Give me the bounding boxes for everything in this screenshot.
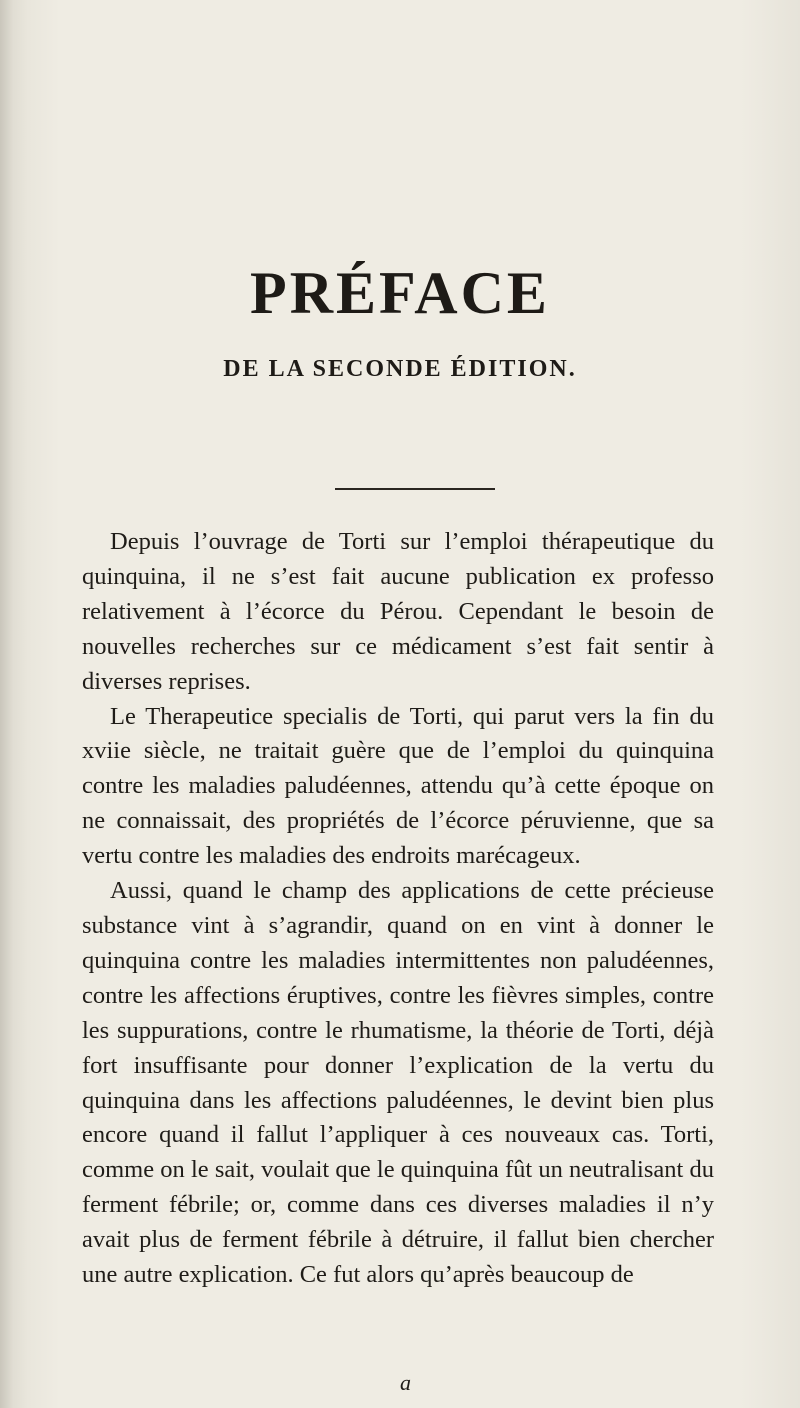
body-text — [82, 525, 714, 1293]
page-binding-edge — [0, 0, 14, 1408]
paragraph: Depuis l’ouvrage de Torti sur l’emploi thérapeutique du quinquina, il ne s’est fait aucune publication ex professo relativement à l’écorce du Pérou. Cependant le besoin de nouvelles recherches sur ce médicament s’est fait sentir à diverses reprises. — [82, 528, 714, 695]
title-divider — [335, 488, 495, 490]
signature-mark: a — [400, 1370, 411, 1395]
paragraph: Le Therapeutice specialis de Torti, qui parut vers la fin du xviie siècle, ne traitait guère que de l’emploi du quinquina contre les maladies paludéennes, attendu qu’à cette époque on ne connaissait, des propriétés de l’écorce péruvienne, que sa vertu contre les maladies des endroits marécageux. — [82, 702, 714, 870]
page-subtitle: DE LA SECONDE ÉDITION. — [223, 356, 577, 382]
paragraph: Aussi, quand le champ des applications de cette précieuse substance vint à s’agrandir, quand on en vint à donner le quinquina contre les maladies intermittentes non paludéennes, contre les affections éruptives, contre les fièvres simples, contre les suppurations, contre le rhumatisme, la théorie de Torti, déjà fort insuffisante pour donner l’explication de la vertu du quinquina dans les affections paludéennes, le devint bien plus encore quand il fallut l’appliquer à ces nouveaux cas. Torti, comme on le sait, voulait que le quinquina fût un neutralisant du ferment fébrile; or, comme dans ces diverses maladies il n’y avait plus de ferment fébrile à détruire, il fallut bien chercher une autre explication. Ce fut alors qu’après beaucoup de — [82, 877, 714, 1289]
page-title: PRÉFACE — [250, 260, 550, 326]
